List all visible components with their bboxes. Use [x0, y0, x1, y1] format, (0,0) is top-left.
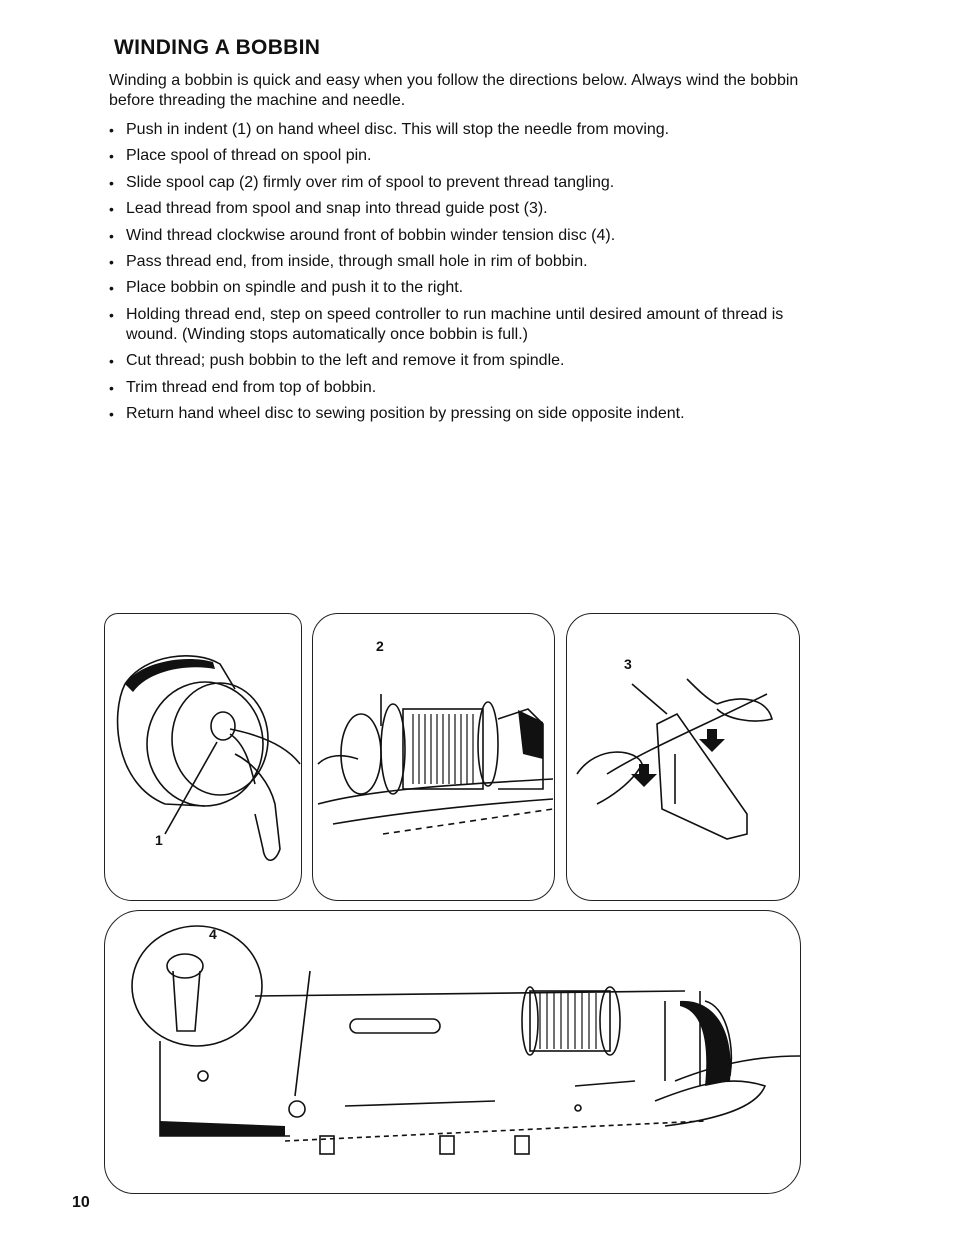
figure-spool-cap: [312, 613, 555, 901]
figure-thread-guide: [566, 613, 800, 901]
callout-1: 1: [155, 832, 163, 848]
page-number: 10: [72, 1194, 90, 1211]
list-item: • Lead thread from spool and snap into thread guide post (3).: [109, 199, 809, 219]
list-item: • Place spool of thread on spool pin.: [109, 146, 809, 166]
list-item: • Cut thread; push bobbin to the left and remove it from spindle.: [109, 351, 809, 371]
callout-4: 4: [209, 926, 217, 942]
instruction-list: [109, 120, 809, 430]
list-item: • Slide spool cap (2) firmly over rim of spool to prevent thread tangling.: [109, 173, 809, 193]
callout-3: 3: [624, 656, 632, 672]
list-item: • Push in indent (1) on hand wheel disc. This will stop the needle from moving.: [109, 120, 809, 140]
hand-wheel-illustration: [105, 614, 301, 900]
bobbin-winder-illustration: [105, 911, 800, 1193]
list-item: • Pass thread end, from inside, through small hole in rim of bobbin.: [109, 252, 809, 272]
figure-hand-wheel: [104, 613, 302, 901]
intro-paragraph: Winding a bobbin is quick and easy when you follow the directions below. Always wind the bobbin before threading the machine and needle.: [109, 72, 799, 109]
list-item: • Trim thread end from top of bobbin.: [109, 378, 809, 398]
list-item: • Holding thread end, step on speed controller to run machine until desired amount of thread is wound. (Winding stops automatically once bobbin is full.): [109, 305, 809, 345]
list-item: • Wind thread clockwise around front of bobbin winder tension disc (4).: [109, 226, 809, 246]
list-item: • Place bobbin on spindle and push it to the right.: [109, 278, 809, 298]
figure-bobbin-winder: [104, 910, 801, 1194]
callout-2: 2: [376, 638, 384, 654]
list-item: • Return hand wheel disc to sewing position by pressing on side opposite indent.: [109, 404, 809, 424]
page-title: WINDING A BOBBIN: [114, 36, 321, 59]
spool-illustration: [313, 614, 554, 900]
thread-guide-illustration: [567, 614, 799, 900]
